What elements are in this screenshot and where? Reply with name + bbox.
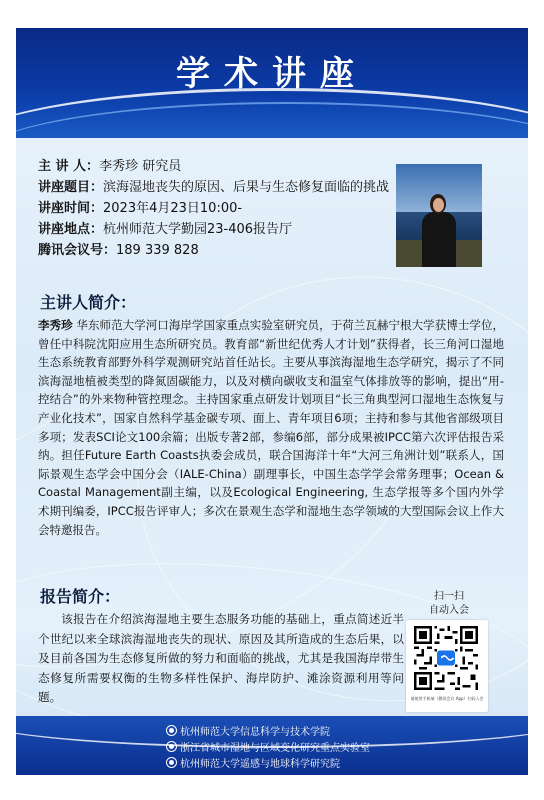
place-row <box>38 219 398 240</box>
footer-banner <box>16 716 528 775</box>
header-banner <box>16 28 528 138</box>
tencent-meeting-icon <box>437 650 455 665</box>
meeting-row <box>38 240 398 261</box>
time-row <box>38 198 398 219</box>
speaker-label: 主 讲 人： <box>38 159 100 174</box>
organizer-list <box>166 722 370 770</box>
page-title: 学术讲座 <box>176 54 368 94</box>
university-logo-icon <box>166 725 177 736</box>
qr-code[interactable] <box>414 626 478 690</box>
organizer-item <box>166 754 370 770</box>
time-label: 讲座时间： <box>38 201 104 216</box>
organizer-item <box>166 738 370 754</box>
topic-row <box>38 177 398 198</box>
qr-caption-line2: 自动入会 <box>429 605 469 616</box>
organizer-name: 杭州师范大学信息科学与技术学院 <box>180 726 330 738</box>
university-logo-icon <box>166 757 177 768</box>
speaker-row <box>38 156 398 177</box>
topic-value: 滨海湿地丧失的原因、后果与生态修复面临的挑战 <box>103 180 390 195</box>
topic-label: 讲座题目： <box>38 180 104 195</box>
university-logo-icon <box>166 741 177 752</box>
qr-caption-line1: 扫一扫 <box>434 591 464 602</box>
organizer-item <box>166 722 370 738</box>
bio-text: 华东师范大学河口海岸学国家重点实验室研究员，于荷兰瓦赫宁根大学获博士学位，曾任中科院沈阳应用生态所研究员。教育部“新世纪优秀人才计划”获得者，长三角河口湿地生态系统教育部野外科学观测研究站首任站长。主要从事滨海湿地生态学研究，揭示了不同滨海湿地植被类型的降氮固碳能力，以及对横向碳收支和温室气体排放等的影响，提出“用-控结合”的外来物种管控理念。主持国家重点研发计划项目“长三角典型河口湿地生态恢复与产业化技术”，国家自然科学基金碳专项、面上、青年项目6项；主持和参与其他省部级项目多项；发表SCI论文100余篇；出版专著2部，参编6部，部分成果被IPCC第六次评估报告采纳。担任Future Earth Coasts执委会成员，联合国海洋十年“大河三角洲计划”联系人，国际景观生态学会中国分会（IALE-China）副理事长，中国生态学学会常务理事；Ocean & Coastal Management副主编，以及Ecological Engineering, 生态学报等多个国内外学术期刊编委，IPCC报告评审人；多次在景观生态学和湿地生态学领域的大型国际会议上作大会特邀报告。 <box>38 318 505 537</box>
qr-caption <box>414 590 484 618</box>
report-abstract: 该报告在介绍滨海湿地主要生态服务功能的基础上，重点简述近半个世纪以来全球滨海湿地丧失的现状、原因及其所造成的生态后果，以及目前各国为生态修复所做的努力和面临的挑战，尤其是我国海岸带生态修复所需要权衡的生物多样性保护、海岸防护、滩涂资源利用等问题。 <box>38 612 404 704</box>
photo-face <box>433 198 444 212</box>
poster <box>16 28 528 775</box>
organizer-name: 浙江省城市湿地与区域变化研究重点实验室 <box>180 742 370 754</box>
meeting-id: 189 339 828 <box>116 243 199 258</box>
speaker-photo <box>396 164 482 267</box>
report-section-heading: 报告简介： <box>40 587 121 606</box>
organizer-name: 杭州师范大学遥感与地球科学研究院 <box>180 758 340 770</box>
speaker-value: 李秀珍 研究员 <box>99 159 182 174</box>
time-value: 2023年4月23日10:00- <box>103 201 243 216</box>
place-label: 讲座地点： <box>38 222 104 237</box>
photo-figure <box>422 212 456 267</box>
lecture-info <box>38 156 398 261</box>
meeting-label: 腾讯会议号： <box>38 243 117 258</box>
place-value: 杭州师范大学勤园23-406报告厅 <box>103 222 293 237</box>
bio-name: 李秀珍 <box>38 318 73 332</box>
speaker-bio <box>38 316 504 539</box>
speaker-section-heading: 主讲人简介： <box>40 293 137 312</box>
qr-note: 请使用手机端（腾讯会议 App）扫码入会 <box>410 696 484 701</box>
